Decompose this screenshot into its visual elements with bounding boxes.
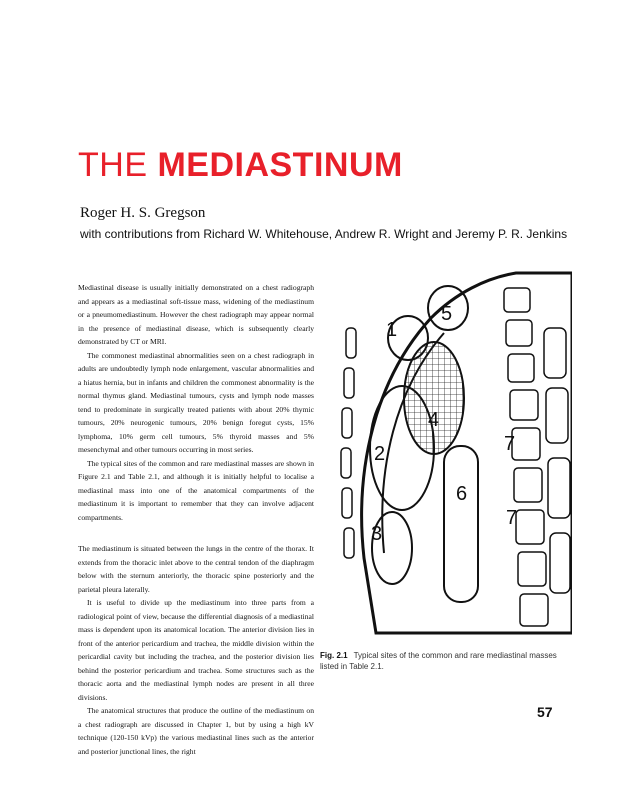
intro-column bbox=[78, 281, 314, 524]
chapter-title-prefix: THE bbox=[78, 146, 158, 184]
region-label: 1 bbox=[386, 319, 398, 341]
anatomy-column bbox=[78, 542, 314, 758]
page-number: 57 bbox=[537, 704, 553, 720]
region-label: 5 bbox=[441, 303, 453, 325]
paragraph: The commonest mediastinal abnormalities seen on a chest radiograph in adults are undoubtedly lymph node enlargement, vascular abnormalities and a hiatus hernia, but in infants and children the commonest abnormality is the normal thymus gland. Mediastinal tumours, cysts and lymph node masses tend to predominate in surgically treated patients with about 20% thymic tumours, 20% neurogenic tumours, 20% benign foregut cysts, 15% lymphoma, 10% germ cell tumours, 5% thyroid masses and 5% mesenchymal and other tumours occurring in most series. bbox=[78, 350, 314, 454]
sternum bbox=[341, 328, 356, 558]
region-6 bbox=[444, 446, 478, 602]
paragraph: It is useful to divide up the mediastinum into three parts from a radiological point of view, because the differential diagnosis of a mediastinal mass is dependent upon its anatomical location. The anterior division lies in front of the anterior pericardium and trachea, the middle division within the pericardial cavity but including the trachea, and the posterior division lies behind the posterior pericardium and trachea. Some structures such as the thoracic aorta and the mediastinal lymph nodes are present in all three divisions. bbox=[78, 598, 314, 702]
region-label: 2 bbox=[374, 443, 386, 465]
region-label: 6 bbox=[456, 483, 468, 505]
spine bbox=[504, 288, 570, 626]
region-4 bbox=[404, 342, 464, 454]
paragraph: The typical sites of the common and rare mediastinal masses are shown in Figure 2.1 and Table 2.1, and although it is initially helpful to localise a mediastinal mass into one of the anatomical compartments of the mediastinum it is important to remember that they can involve adjacent compartments. bbox=[78, 458, 314, 522]
paragraph: The mediastinum is situated between the lungs in the centre of the thorax. It extends from the thoracic inlet above to the central tendon of the diaphragm below with the sternum anteriorly, the thoracic spine posteriorly and the parietal pleura laterally. bbox=[78, 544, 314, 594]
chapter-title-main: MEDIASTINUM bbox=[157, 146, 403, 184]
region-label: 3 bbox=[371, 523, 383, 545]
paragraph: The anatomical structures that produce the outline of the mediastinum on a chest radiograph are discussed in Chapter 1, but by using a high kV technique (120-150 kVp) the various mediastinal lines such as the anterior and posterior junctional lines, the right bbox=[78, 706, 314, 756]
contributors-line: with contributions from Richard W. Whitehouse, Andrew R. Wright and Jeremy P. R. Jenkins bbox=[80, 227, 568, 241]
author-name: Roger H. S. Gregson bbox=[80, 205, 206, 221]
paragraph: Mediastinal disease is usually initially demonstrated on a chest radiograph and appears as a mediastinal soft-tissue mass, widening of the mediastinum or a pneumomediastinum. However the chest radiograph may appear normal in the presence of mediastinal disease, which is subsequently clearly demonstrated by CT or MRI. bbox=[78, 283, 314, 346]
region-label: 7 bbox=[504, 433, 516, 455]
chapter-title bbox=[78, 146, 403, 185]
region-label: 7 bbox=[506, 507, 518, 529]
figure-caption-text: Typical sites of the common and rare mediastinal masses listed in Table 2.1. bbox=[320, 651, 557, 671]
figure-number: Fig. 2.1 bbox=[320, 651, 348, 660]
diagram-svg bbox=[336, 268, 572, 648]
mediastinum-diagram bbox=[336, 268, 572, 648]
region-label: 4 bbox=[428, 409, 440, 431]
figure-caption bbox=[320, 650, 576, 672]
